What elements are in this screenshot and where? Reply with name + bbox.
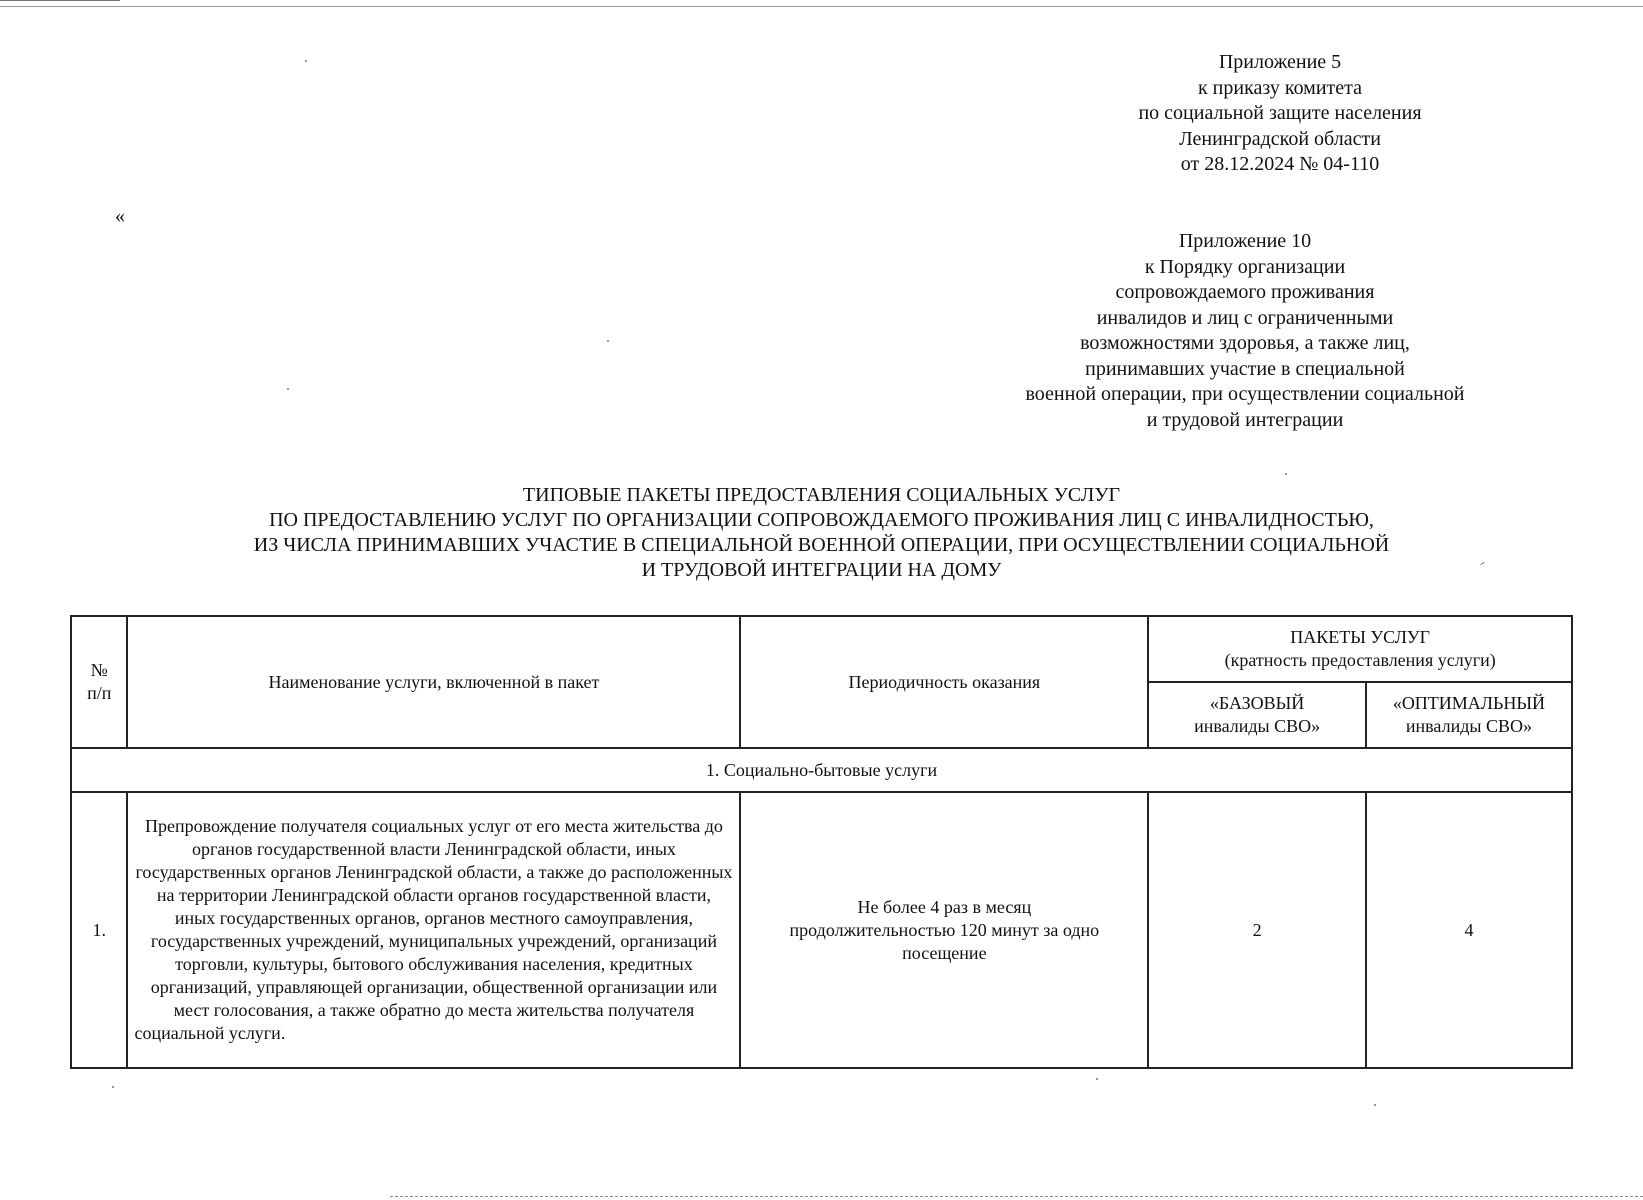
approval-line: Приложение 10 (1178, 230, 1312, 252)
title-line: ПО ПРЕДОСТАВЛЕНИЮ УСЛУГ ПО ОРГАНИЗАЦИИ СОПРОВОЖДАЕМОГО ПРОЖИВАНИЯ ЛИЦ С ИНВАЛИДНОСТЬЮ, (269, 509, 1374, 531)
row-periodicity (740, 792, 1148, 1068)
scan-speck (1285, 473, 1287, 475)
table-row (71, 792, 1572, 1068)
scan-speck (112, 1086, 114, 1088)
title-line: ИЗ ЧИСЛА ПРИНИМАВШИХ УЧАСТИЕ В СПЕЦИАЛЬНОЙ ВОЕННОЙ ОПЕРАЦИИ, ПРИ ОСУЩЕСТВЛЕНИИ СОЦИАЛЬНОЙ (253, 534, 1390, 556)
opening-quote: « (115, 205, 125, 227)
approval-line: Ленинградской области (1179, 127, 1381, 150)
approval-block-procedure (985, 229, 1505, 433)
title-line: И ТРУДОВОЙ ИНТЕГРАЦИИ НА ДОМУ (641, 559, 1002, 581)
scan-speck (287, 388, 289, 390)
approval-block-order (1070, 50, 1490, 178)
header-packages (1148, 616, 1572, 682)
row-periodicity-line: Не более 4 раз в месяц (857, 896, 1032, 917)
row-number: 1. (71, 792, 127, 1068)
header-package-base-target: инвалиды СВО» (1194, 716, 1321, 736)
header-packages-title: ПАКЕТЫ УСЛУГ (1290, 627, 1431, 647)
scan-speck (607, 340, 609, 342)
header-number-abbr: п/п (87, 683, 112, 703)
approval-line: сопровождаемого проживания (1115, 281, 1375, 303)
scan-speck (1096, 1078, 1098, 1080)
header-package-optimal-target: инвалиды СВО» (1405, 716, 1532, 736)
row-base-count: 2 (1148, 792, 1366, 1068)
scan-edge-line (390, 1196, 1643, 1197)
section-title: 1. Социально-бытовые услуги (71, 748, 1572, 792)
header-periodicity: Периодичность оказания (740, 616, 1148, 748)
services-table (70, 615, 1573, 1069)
scan-edge-line (0, 6, 1643, 7)
row-optimal-count: 4 (1366, 792, 1572, 1068)
header-service-name: Наименование услуги, включенной в пакет (127, 616, 740, 748)
row-periodicity-line: продолжительностью 120 минут за одно (789, 919, 1100, 940)
header-number-symbol: № (90, 660, 108, 680)
approval-line: инвалидов и лиц с ограниченными (1096, 306, 1394, 329)
approval-line: Приложение 5 (1218, 51, 1342, 73)
header-number (71, 616, 127, 748)
scan-speck (1374, 1104, 1376, 1106)
approval-line: и трудовой интеграции (1146, 408, 1344, 431)
header-package-optimal (1366, 682, 1572, 748)
header-package-optimal-name: «ОПТИМАЛЬНЫЙ (1392, 693, 1546, 713)
scan-speck (305, 60, 307, 62)
header-package-base (1148, 682, 1366, 748)
section-row (71, 748, 1572, 792)
header-packages-subtitle: (кратность предоставления услуги) (1224, 650, 1496, 670)
header-package-base-name: «БАЗОВЫЙ (1209, 693, 1305, 713)
approval-line: от 28.12.2024 № 04-110 (1180, 153, 1380, 175)
approval-line: к приказу комитета (1197, 76, 1363, 99)
approval-line: возможностями здоровья, а также лиц, (1080, 332, 1410, 354)
title-line: ТИПОВЫЕ ПАКЕТЫ ПРЕДОСТАВЛЕНИЯ СОЦИАЛЬНЫХ УСЛУГ (522, 484, 1121, 506)
approval-line: принимавших участие в специальной (1085, 357, 1405, 380)
table-header-row (71, 616, 1572, 682)
scan-edge-line (0, 0, 120, 1)
row-periodicity-line: посещение (902, 942, 987, 963)
approval-line: военной операции, при осуществлении социальной (1025, 383, 1465, 405)
row-service-name: Препровождение получателя социальных услуг от его места жительства до органов государственной власти Ленинградской области, иных государственных органов Ленинградской области, а также до расположенных на территории Ленинградской области органов государственной власти, иных государственных органов, органов местного самоуправления, государственных учреждений, муниципальных учреждений, организаций торговли, культуры, бытового обслуживания населения, кредитных организаций, управляющей организации, общественной организации или мест голосования, а также обратно до места жительства получателя социальной услуги. (127, 792, 740, 1068)
approval-line: по социальной защите населения (1138, 102, 1422, 124)
approval-line: к Порядку организации (1144, 255, 1346, 278)
document-title (100, 483, 1543, 583)
